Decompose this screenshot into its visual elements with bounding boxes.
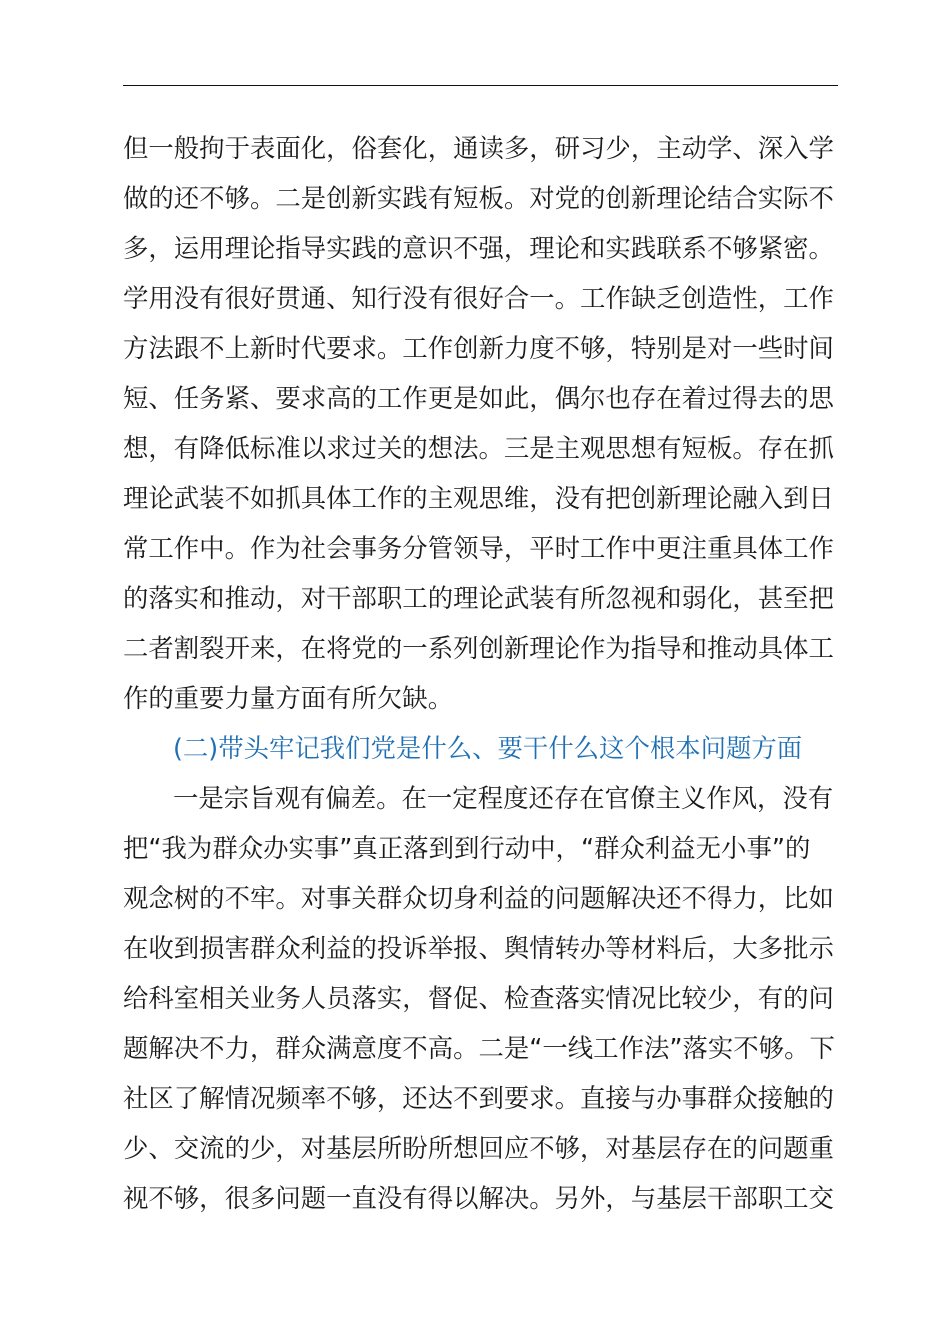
text-line: 常工作中。作为社会事务分管领导，平时工作中更注重具体工作 <box>123 533 834 563</box>
text-line: 理论武装不如抓具体工作的主观思维，没有把创新理论融入到日 <box>123 483 834 513</box>
text-line: 观念树的不牢。对事关群众切身利益的问题解决还不得力，比如 <box>123 883 834 913</box>
text-line: 短、任务紧、要求高的工作更是如此，偶尔也存在着过得去的思 <box>123 383 834 413</box>
text-line: 但一般拘于表面化，俗套化，通读多，研习少，主动学、深入学 <box>123 133 834 163</box>
text-line: 给科室相关业务人员落实，督促、检查落实情况比较少，有的问 <box>123 983 834 1013</box>
text-line: 把“我为群众办实事”真正落到到行动中，“群众利益无小事”的 <box>123 833 811 863</box>
section-heading: (二)带头牢记我们党是什么、要干什么这个根本问题方面 <box>173 733 803 763</box>
header-rule <box>123 85 838 86</box>
text-line: 方法跟不上新时代要求。工作创新力度不够，特别是对一些时间 <box>123 333 834 363</box>
text-line: 做的还不够。二是创新实践有短板。对党的创新理论结合实际不 <box>123 183 834 213</box>
text-line: 题解决不力，群众满意度不高。二是“一线工作法”落实不够。下 <box>123 1033 835 1063</box>
text-line: 社区了解情况频率不够，还达不到要求。直接与办事群众接触的 <box>123 1083 834 1113</box>
document-body <box>123 123 838 1223</box>
text-line: 在收到损害群众利益的投诉举报、舆情转办等材料后，大多批示 <box>123 933 834 963</box>
text-line: 学用没有很好贯通、知行没有很好合一。工作缺乏创造性，工作 <box>123 283 834 313</box>
text-line: 一是宗旨观有偏差。在一定程度还存在官僚主义作风，没有 <box>173 783 834 813</box>
text-line: 想，有降低标准以求过关的想法。三是主观思想有短板。存在抓 <box>123 433 834 463</box>
text-line: 作的重要力量方面有所欠缺。 <box>123 683 454 713</box>
text-line: 多，运用理论指导实践的意识不强，理论和实践联系不够紧密。 <box>123 233 834 263</box>
paragraph-1 <box>123 123 838 723</box>
text-line: 少、交流的少，对基层所盼所想回应不够，对基层存在的问题重 <box>123 1133 834 1163</box>
text-line: 二者割裂开来，在将党的一系列创新理论作为指导和推动具体工 <box>123 633 834 663</box>
text-line: 视不够，很多问题一直没有得以解决。另外，与基层干部职工交 <box>123 1183 834 1213</box>
text-line: 的落实和推动，对干部职工的理论武装有所忽视和弱化，甚至把 <box>123 583 834 613</box>
paragraph-2 <box>123 773 838 1223</box>
